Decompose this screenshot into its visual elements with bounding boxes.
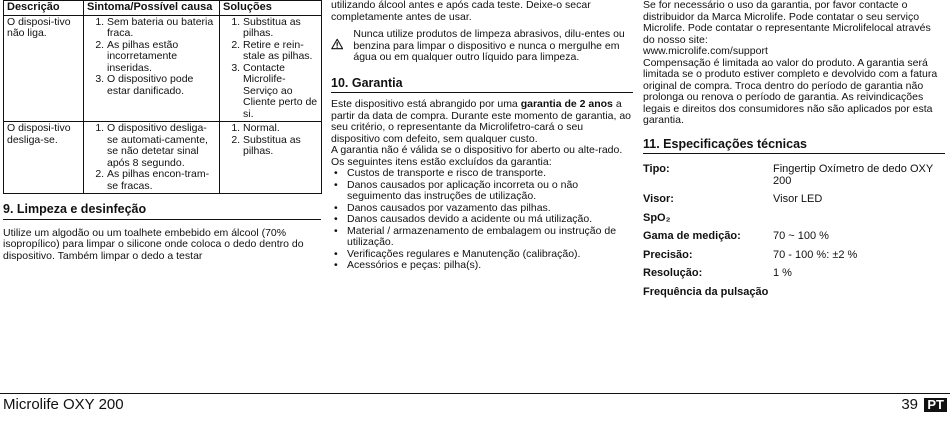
list-item: 3. O dispositivo pode estar danificado. — [107, 74, 216, 97]
spec-value: Fingertip Oxímetro de dedo OXY 200 — [773, 163, 933, 187]
table-cell-description: O disposi-tivo não liga. — [4, 15, 84, 122]
list-item: 2. As pilhas encon-tram-se fracas. — [107, 169, 216, 192]
spec-value: 70 - 100 %: ±2 % — [773, 248, 858, 261]
list-item: • Danos causados por aplicação incorreta ou o não seguimento das instruções de utilização. — [347, 180, 633, 203]
list-item: 1. Sem bateria ou bateria fraca. — [107, 17, 216, 40]
warranty-period: garantia de 2 anos — [520, 98, 613, 110]
warranty-compensation: Compensação é limitada ao valor do produto. A garantia será limitada se o produto estiver completo e devolvido com a fatura original de compra. Troca dentro do período de garantia não prolonga ou renova o período de garantia. As reivindicações legais e direitos dos consumidores não são aplicados por esta garantia. — [643, 56, 938, 126]
table-cell-causes — [84, 122, 220, 194]
table-cell-solutions — [220, 15, 322, 122]
spec-key: Gama de medição: — [643, 230, 741, 242]
spec-value: Visor LED — [773, 193, 823, 205]
list-item: • Danos causados devido a acidente ou má utilização. — [347, 214, 633, 226]
footer-brand: Microlife OXY 200 — [3, 396, 124, 413]
warranty-intro-c: a partir da data de compra. Durante este momento de garantia, ao seu critério, o representante da Microlifetro-cará o seu dispositivo com defeito, sem qualquer custo. — [331, 98, 632, 145]
list-item: 1. O dispositivo desliga-se automati-camente, se não detetar sinal após 8 segundo. — [107, 123, 216, 169]
list-item: 2. As pilhas estão incorretamente inseridas. — [107, 40, 216, 75]
list-item: • Material / armazenamento de embalagem ou instrução de utilização. — [347, 226, 633, 249]
warning-notice — [331, 29, 633, 64]
support-url[interactable]: www.microlife.com/support — [643, 45, 768, 57]
language-badge: PT — [924, 398, 947, 412]
list-item: • Danos causados por vazamento das pilhas. — [347, 203, 633, 215]
warranty-exclusions-intro: Os seguintes itens estão excluídos da garantia: — [331, 155, 552, 168]
spec-key: Visor: — [643, 193, 674, 205]
list-item: 2. Retire e rein-stale as pilhas. — [243, 40, 318, 63]
spec-key: Resolução: — [643, 267, 703, 279]
spec-key: Frequência da pulsação — [643, 285, 769, 298]
warranty-exclusions-list — [331, 168, 633, 272]
section-9-text: Utilize um algodão ou um toalhete embebido em álcool (70% isopropílico) para limpar o silicone onde coloca o dedo dentro do dispositivo. Também limpar o dedo a testar — [3, 226, 304, 262]
warranty-intro-a: Este dispositivo está abrangido por uma — [331, 98, 521, 110]
table-cell-solutions — [220, 122, 322, 194]
section-9-heading: 9. Limpeza e desinfeção — [3, 204, 321, 220]
warning-triangle-icon — [331, 29, 343, 59]
list-item: • Verificações regulares e Manutenção (calibração). — [347, 249, 633, 261]
page-number: 39 — [901, 396, 918, 413]
spec-key: SpO₂ — [643, 211, 671, 224]
warranty-void: A garantia não é válida se o dispositivo for aberto ou alte-rado. — [331, 144, 623, 156]
list-item: 2. Substitua as pilhas. — [243, 135, 318, 158]
table-header: Sintoma/Possível causa — [84, 1, 220, 16]
table-row — [4, 122, 322, 194]
spec-value: 1 % — [773, 267, 792, 279]
column-2 — [331, 0, 633, 272]
warning-text: Nunca utilize produtos de limpeza abrasivos, dilu-entes ou benzina para limpar o dispositivo e nunca o mergulhe em água ou em qualquer outro líquido para limpeza. — [353, 28, 625, 63]
column-3 — [643, 0, 945, 298]
table-header-row — [4, 1, 322, 16]
spec-value — [773, 213, 945, 225]
section-9-continued: utilizando álcool antes e após cada teste. Deixe-o secar completamente antes de usar. — [331, 0, 591, 23]
column-1 — [3, 0, 321, 262]
table-cell-description: O disposi-tivo desliga-se. — [4, 122, 84, 194]
list-item: 3. Contacte Microlife-Serviço ao Cliente perto de si. — [243, 63, 318, 121]
spec-key: Tipo: — [643, 163, 670, 175]
section-10-heading: 10. Garantia — [331, 78, 633, 94]
table-header: Descrição — [4, 1, 84, 16]
warranty-intro — [331, 99, 633, 145]
spec-list — [643, 164, 945, 298]
section-11-heading: 11. Especificações técnicas — [643, 139, 945, 155]
spec-key: Precisão: — [643, 248, 693, 261]
warranty-contact: Se for necessário o uso da garantia, por favor contacte o distribuidor da Marca Microlife. Pode contatar o seu serviço Microlife. Pode contatar o representante Microlifelocal através do nosso site: — [643, 0, 931, 46]
spec-value — [773, 287, 945, 299]
table-cell-causes — [84, 15, 220, 122]
spec-value: 70 ~ 100 % — [773, 230, 829, 242]
list-item: 1. Substitua as pilhas. — [243, 17, 318, 40]
table-header: Soluções — [220, 1, 322, 16]
list-item: • Acessórios e peças: pilha(s). — [347, 260, 633, 272]
table-row — [4, 15, 322, 122]
troubleshooting-table — [3, 0, 322, 194]
list-item: • Custos de transporte e risco de transporte. — [347, 168, 633, 180]
list-item: 1. Normal. — [243, 123, 318, 135]
page-footer — [0, 393, 950, 426]
